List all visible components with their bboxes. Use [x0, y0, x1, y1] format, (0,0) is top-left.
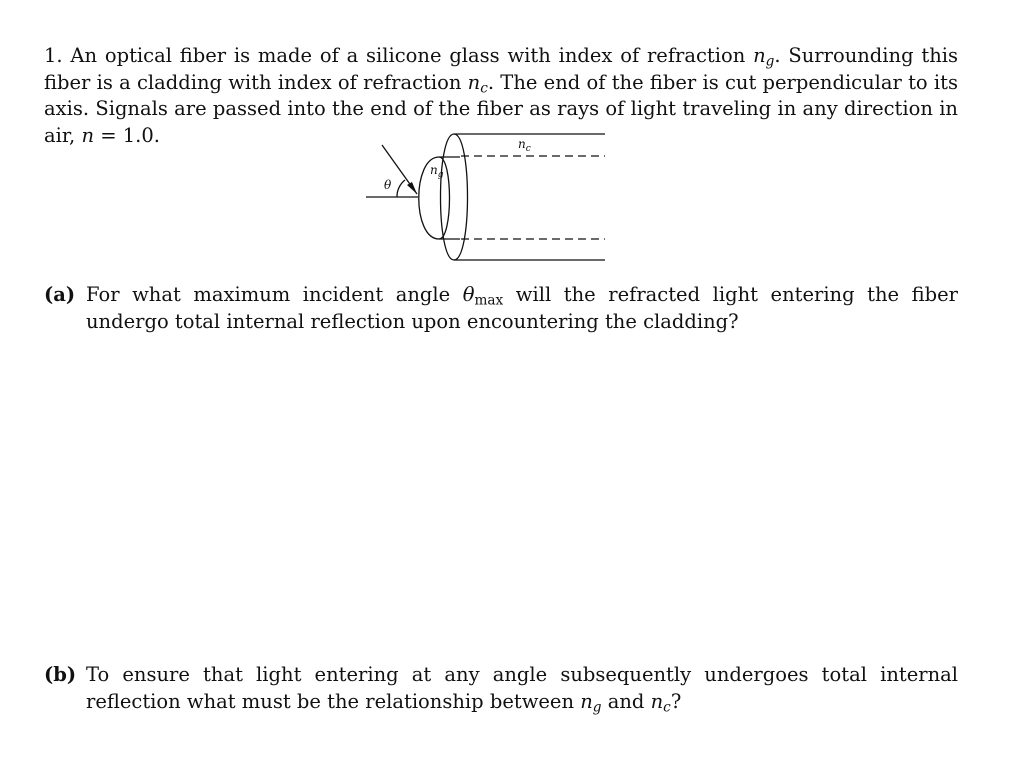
optical-fiber-diagram — [360, 128, 610, 268]
n-c-symbol: $n_c$ — [467, 70, 488, 96]
label-n-g: $n_g$ — [430, 163, 444, 180]
label-n-c: $n_c$ — [518, 137, 531, 154]
angle-arc — [397, 180, 405, 197]
answer-space-a[interactable] — [44, 340, 958, 650]
problem-number: 1. — [44, 44, 63, 67]
part-b — [44, 662, 958, 715]
problem-statement: 1. An optical fiber is made of a silicone glass with index of refraction $n_g$. Surrounding this fiber is a cladding with index of refraction $n_c$. The end of the fiber is cut perpendicular to its axis. Signals are passed into the end of the fiber as rays of light traveling in any direction in air, n = 1.0. — [44, 44, 959, 147]
theta-max-symbol: $\theta_{max}$ — [462, 283, 504, 309]
n-air-symbol: n — [81, 123, 95, 147]
n-c-symbol-b: $n_c$ — [650, 689, 671, 715]
part-a-question: For what maximum incident angle $\theta_{max}$ will the refracted light entering the fiber undergo total internal reflection upon encountering the cladding? — [86, 283, 958, 333]
n-g-symbol-b: $n_g$ — [580, 689, 602, 715]
incident-ray-arrowhead — [407, 182, 417, 194]
part-a-label: (a) — [44, 283, 76, 306]
label-theta: θ — [384, 178, 392, 192]
part-b-label: (b) — [44, 663, 77, 686]
part-b-question: To ensure that light entering at any angle subsequently undergoes total internal reflection what must be the relationship between $n_g$ and $n_c$? — [86, 663, 958, 715]
n-g-symbol: $n_g$ — [753, 44, 775, 70]
cladding-end-ellipse — [441, 134, 468, 260]
part-a — [44, 282, 958, 335]
